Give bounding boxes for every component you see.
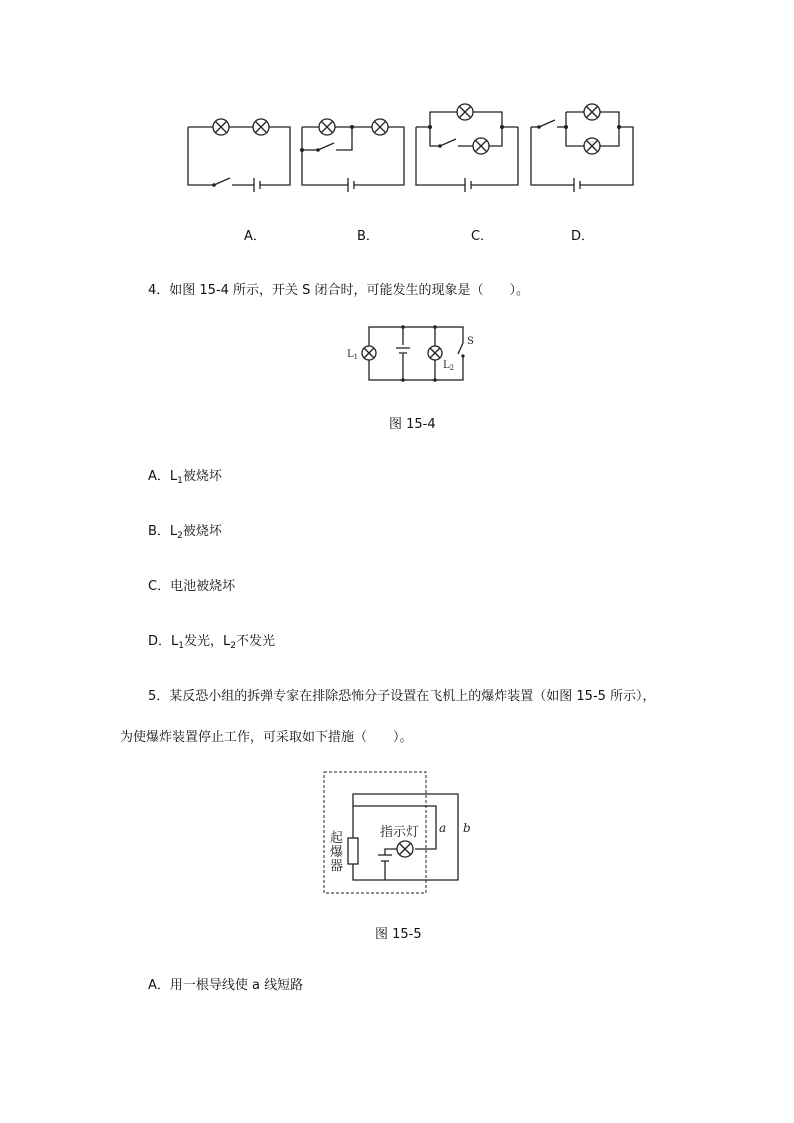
q4-stem: 4．如图 15-4 所示，开关 S 闭合时，可能发生的现象是（ ）。	[148, 283, 530, 298]
q4-option-d[interactable]: D．$L_1$发光，$L_2$不发光	[148, 634, 275, 651]
figure-15-5-caption: 图 15-5	[375, 927, 422, 942]
q3-option-a-label[interactable]: A．	[244, 229, 266, 244]
label-detonator-3: 器	[330, 859, 344, 874]
q5-stem-line1: 5．某反恐小组的拆弹专家在排除恐怖分子设置在飞机上的爆炸装置（如图 15-5 所示），	[148, 689, 656, 704]
label-indicator: 指示灯	[380, 825, 420, 840]
q5-option-a[interactable]: A．用一根导线使 a 线短路	[148, 978, 304, 993]
label-detonator-2: 爆	[330, 845, 344, 860]
figure-15-4-caption: 图 15-4	[389, 417, 436, 432]
q3-option-b-label[interactable]: B．	[357, 229, 379, 244]
label-s: S	[467, 336, 474, 347]
q4-option-b[interactable]: B．$L_2$被烧坏	[148, 524, 222, 541]
q5-stem-line2: 为使爆炸装置停止工作，可采取如下措施（ ）。	[120, 730, 413, 745]
label-wire-a: a	[439, 821, 447, 835]
label-l2: $L_2$	[443, 360, 455, 372]
label-detonator-1: 起	[330, 831, 344, 846]
q3-option-d-label[interactable]: D．	[571, 229, 595, 244]
label-wire-b: b	[463, 821, 471, 835]
q3-option-c-label[interactable]: C．	[471, 229, 494, 244]
q4-option-c[interactable]: C．电池被烧坏	[148, 579, 236, 594]
q4-option-a[interactable]: A．$L_1$被烧坏	[148, 469, 222, 486]
label-l1: $L_1$	[347, 349, 359, 361]
